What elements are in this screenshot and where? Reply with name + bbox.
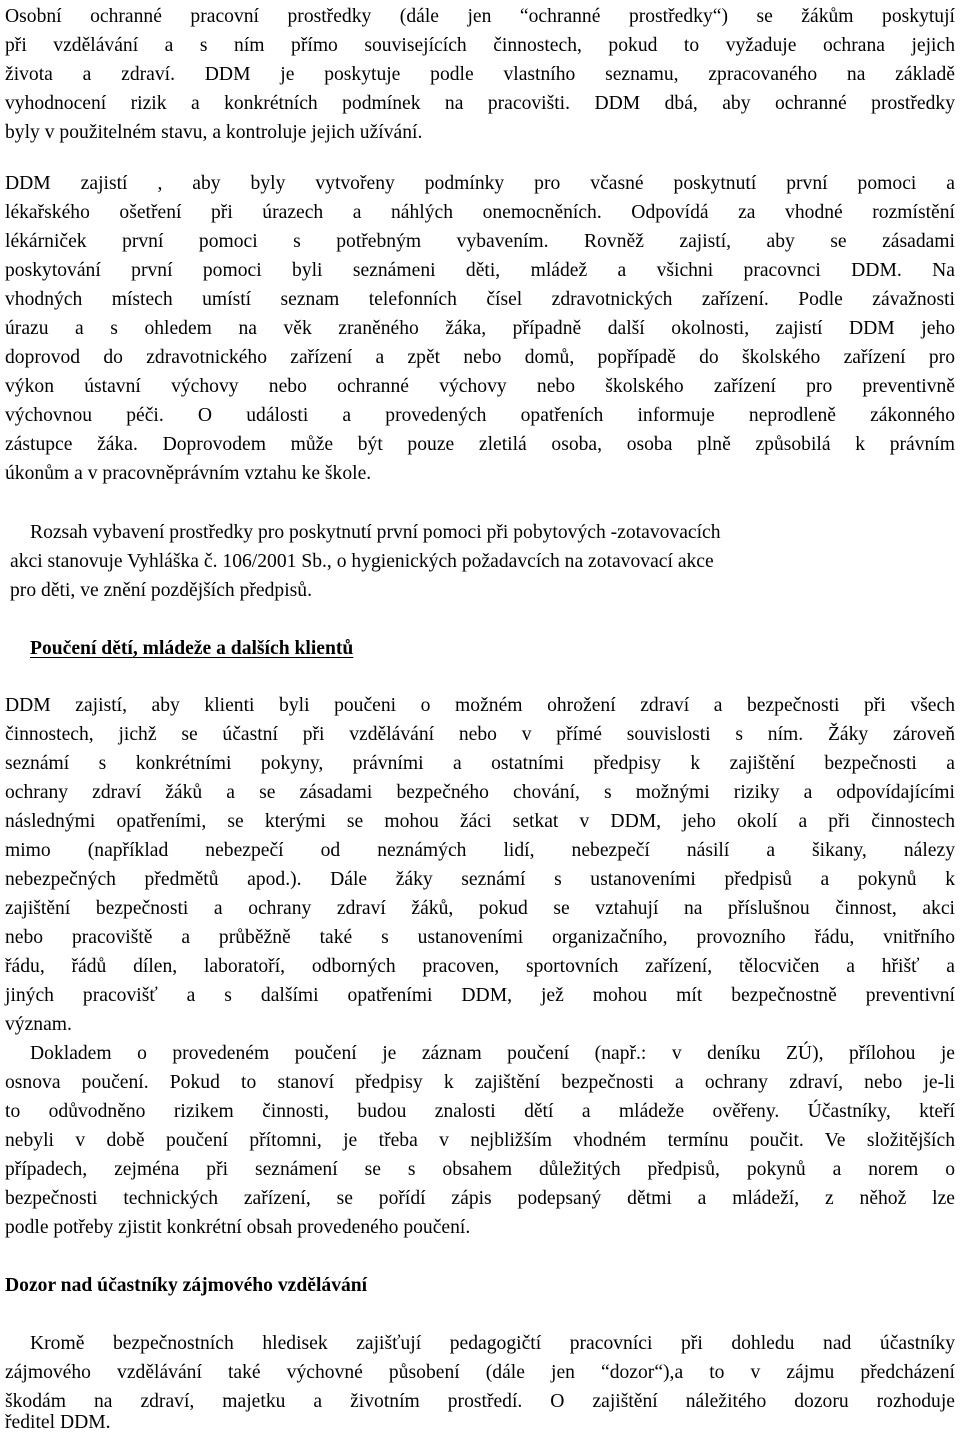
paragraph-2-line-1: DDM zajistí , aby byly vytvořeny podmínky pro včasné poskytnutí první pomoci a — [5, 173, 955, 194]
paragraph-2-line-4: poskytování první pomoci byli seznámeni děti, mládež a všichni pracovnci DDM. Na — [5, 260, 955, 281]
paragraph-2-line-5: vhodných místech umístí seznam telefonních čísel zdravotnických zařízení. Podle závažnosti — [5, 289, 955, 310]
paragraph-2-line-10: zástupce žáka. Doprovodem může být pouze zletilá osoba, osoba plně způsobilá k právním — [5, 434, 955, 455]
paragraph-5-line-5: případech, zejména při seznámení se s obsahem důležitých předpisů, pokynů a norem o — [5, 1159, 955, 1180]
paragraph-5-line-7: podle potřeby zjistit konkrétní obsah provedeného poučení. — [5, 1217, 471, 1238]
paragraph-4-line-1: DDM zajistí, aby klienti byli poučeni o možném ohrožení zdraví a bezpečnosti při všech — [5, 695, 955, 716]
paragraph-5-line-6: bezpečnosti technických zařízení, se pořídí zápis podepsaný dětmi a mládeží, z něhož lze — [5, 1188, 955, 1209]
paragraph-6-line-3: škodám na zdraví, majetku a životním prostředí. O zajištění náležitého dozoru rozhoduje — [5, 1391, 955, 1412]
paragraph-1-line-5: byly v použitelném stavu, a kontroluje jejich užívání. — [5, 122, 423, 143]
paragraph-1-line-1: Osobní ochranné pracovní prostředky (dále jen “ochranné prostředky“) se žákům poskytují — [5, 6, 955, 27]
paragraph-5-line-3: to odůvodněno rizikem činnosti, budou znalosti dětí a mládeže ověřeny. Účastníky, kteří — [5, 1101, 955, 1122]
paragraph-4-line-5: následnými opatřeními, se kterými se mohou žáci setkat v DDM, jeho okolí a při činnostech — [5, 811, 955, 832]
paragraph-4-line-11: jiných pracovišť a s dalšími opatřeními DDM, jež mohou mít bezpečnostně preventivní — [5, 985, 955, 1006]
paragraph-2-line-11: úkonům a v pracovněprávním vztahu ke škole. — [5, 463, 372, 484]
paragraph-2-line-2: lékařského ošetření při úrazech a náhlých onemocněních. Odpovídá za vhodné rozmístění — [5, 202, 955, 223]
paragraph-5-line-1: Dokladem o provedeném poučení je záznam poučení (např.: v deníku ZÚ), přílohou je — [30, 1043, 955, 1064]
paragraph-4-line-4: ochrany zdraví žáků a se zásadami bezpečného chování, s možnými riziky a odpovídajícími — [5, 782, 955, 803]
paragraph-1-line-4: vyhodnocení rizik a konkrétních podmínek na pracovišti. DDM dbá, aby ochranné prostředky — [5, 93, 955, 114]
paragraph-1-line-2: při vzdělávání a s ním přímo souvisejících činnostech, pokud to vyžaduje ochrana jejich — [5, 35, 955, 56]
paragraph-2-line-6: úrazu a s ohledem na věk zraněného žáka, případně další okolnosti, zajistí DDM jeho — [5, 318, 955, 339]
paragraph-4-line-3: seznámí s konkrétními pokyny, právními a ostatními předpisy k zajištění bezpečnosti a — [5, 753, 955, 774]
paragraph-4-line-10: řádu, řádů dílen, laboratoří, odborných pracoven, sportovních zařízení, tělocvičen a hřišť a — [5, 956, 955, 977]
paragraph-5-line-2: osnova poučení. Pokud to stanoví předpisy k zajištění bezpečnosti a ochrany zdraví, nebo je-li — [5, 1072, 955, 1093]
paragraph-5-line-4: nebyli v době poučení přítomni, je třeba v nejbližším vhodném termínu poučit. Ve složitějších — [5, 1130, 955, 1151]
paragraph-1-line-3: života a zdraví. DDM je poskytuje podle vlastního seznamu, zpracovaného na základě — [5, 64, 955, 85]
paragraph-2-line-7: doprovod do zdravotnického zařízení a zpět nebo domů, popřípadě do školského zařízení pro — [5, 347, 955, 368]
paragraph-4-line-12: význam. — [5, 1014, 72, 1035]
section-heading-dozor: Dozor nad účastníky zájmového vzdělávání — [5, 1275, 368, 1296]
paragraph-3-line-2: akci stanovuje Vyhláška č. 106/2001 Sb., o hygienických požadavcích na zotavovací akce — [10, 551, 714, 572]
paragraph-6-line-2: zájmového vzdělávání také výchovné působení (dále jen “dozor“),a to v zájmu předcházení — [5, 1362, 955, 1383]
paragraph-2-line-3: lékárniček první pomoci s potřebným vybavením. Rovněž zajistí, aby se zásadami — [5, 231, 955, 252]
paragraph-4-line-7: nebezpečných předmětů apod.). Dále žáky seznámí s ustanoveními předpisů a pokynů k — [5, 869, 955, 890]
paragraph-6-line-4: ředitel DDM. — [5, 1412, 111, 1433]
paragraph-4-line-2: činnostech, jichž se účastní při vzdělávání nebo v přímé souvislosti s ním. Žáky zároveň — [5, 724, 955, 745]
paragraph-4-line-9: nebo pracoviště a průběžně také s ustanoveními organizačního, provozního řádu, vnitřního — [5, 927, 955, 948]
paragraph-3-line-1: Rozsah vybavení prostředky pro poskytnutí první pomoci při pobytových -zotavovacích — [30, 522, 721, 543]
section-heading-pouceni: Poučení dětí, mládeže a dalších klientů — [30, 638, 354, 659]
paragraph-4-line-6: mimo (například nebezpečí od neznámých lidí, nebezpečí násilí a šikany, nálezy — [5, 840, 955, 861]
paragraph-2-line-9: výchovnou péči. O události a provedených opatřeních informuje neprodleně zákonného — [5, 405, 955, 426]
paragraph-4-line-8: zajištění bezpečnosti a ochrany zdraví žáků, pokud se vztahují na příslušnou činnost, akci — [5, 898, 955, 919]
paragraph-2-line-8: výkon ústavní výchovy nebo ochranné výchovy nebo školského zařízení pro preventivně — [5, 376, 955, 397]
paragraph-6-line-1: Kromě bezpečnostních hledisek zajišťují pedagogičtí pracovníci při dohledu nad účastníky — [30, 1333, 955, 1354]
paragraph-3-line-3: pro děti, ve znění pozdějších předpisů. — [10, 580, 312, 601]
